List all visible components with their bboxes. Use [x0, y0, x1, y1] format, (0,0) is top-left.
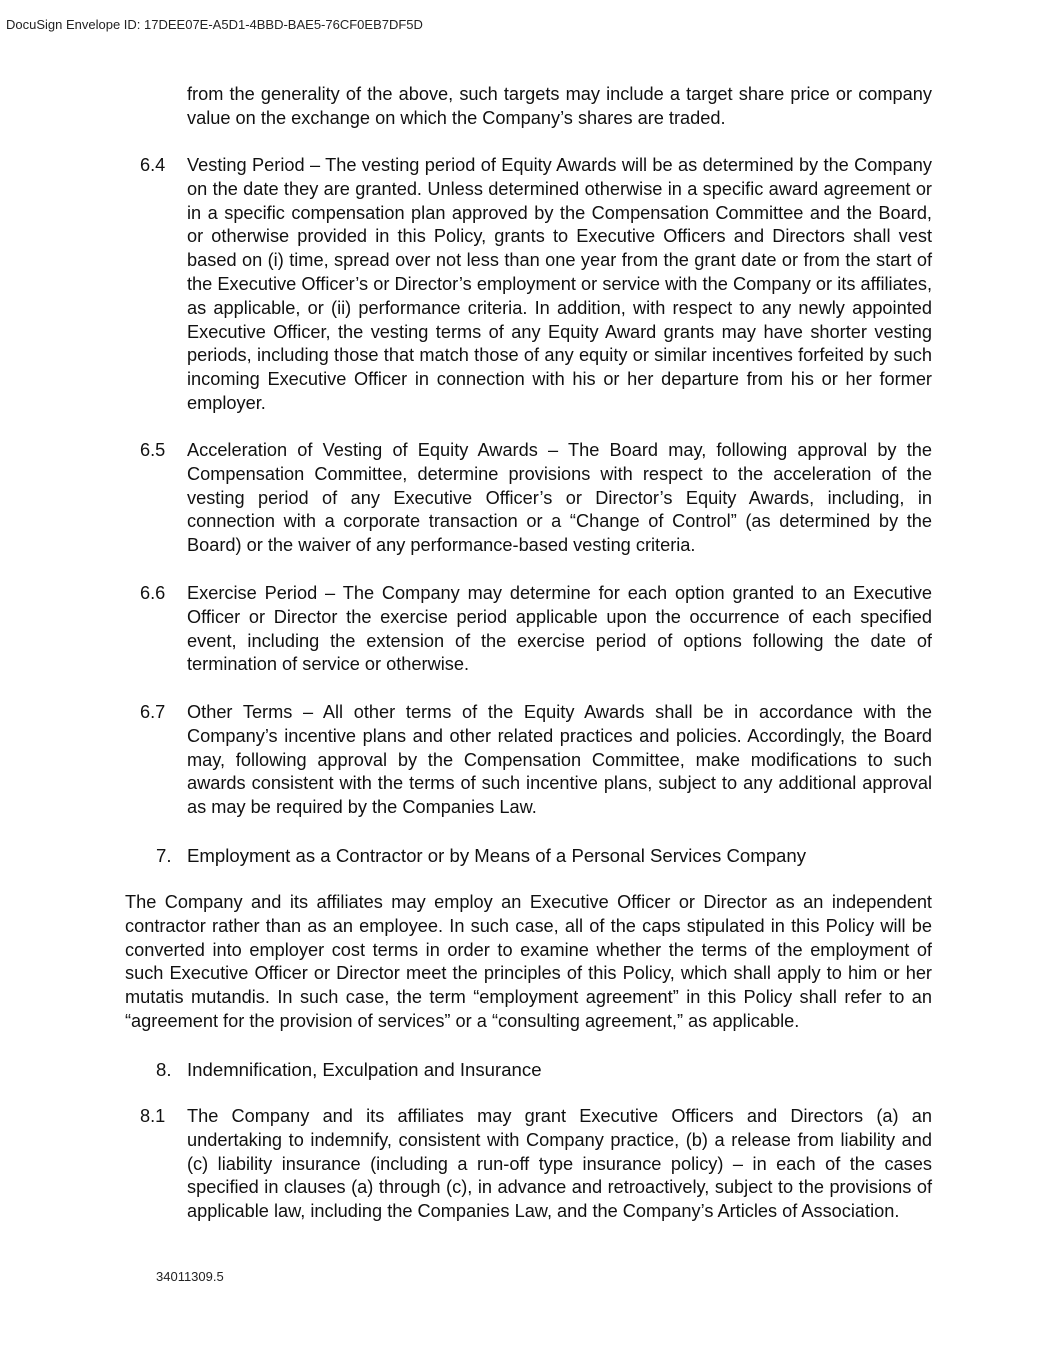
heading-number-7: 7. — [156, 845, 172, 866]
section-number-6-5: 6.5 — [140, 440, 166, 460]
continuation-paragraph: from the generality of the above, such targets may include a target share price or company value on the exchange on which the Company’s shares are traded. — [187, 84, 932, 128]
section-text-6-5: Acceleration of Vesting of Equity Awards – The Board may, following approval by the Compensation Committee, determine provisions with respect to the acceleration of the vesting period of any Executive Officer’s or Director’s Equity Awards, including, in connection with a corporate transaction or a “Change of Control” (as determined by the Board) or the waiver of any performance-based vesting criteria. — [187, 440, 932, 556]
heading-title-8: Indemnification, Exculpation and Insurance — [187, 1059, 542, 1080]
heading-number-8: 8. — [156, 1059, 172, 1080]
envelope-id: DocuSign Envelope ID: 17DEE07E-A5D1-4BBD-BAE5-76CF0EB7DF5D — [6, 17, 423, 32]
section-text-6-6: Exercise Period – The Company may determine for each option granted to an Executive Officer or Director the exercise period applicable upon the occurrence of each specified event, including the extension of the exercise period of options following the date of termination of service or otherwise. — [187, 583, 932, 675]
section-number-6-7: 6.7 — [140, 702, 166, 722]
heading-title-7: Employment as a Contractor or by Means of a Personal Services Company — [187, 845, 807, 866]
section-text-6-4: Vesting Period – The vesting period of Equity Awards will be as determined by the Company on the date they are granted. Unless determined otherwise in a specific award agreement or in a specific compensation plan approved by the Compensation Committee and the Board, or otherwise provided in this Policy, grants to Executive Officers and Directors shall vest based on (i) time, spread over not less than one year from the grant date or from the start of the Executive Officer’s or Director’s employment or service with the Company or its affiliates, as applicable, or (ii) performance criteria. In addition, with respect to any newly appointed Executive Officer, the vesting terms of any Equity Award grants may have shorter vesting periods, including those that match those of any equity or similar incentives forfeited by such incoming Executive Officer in connection with his or her departure from his or her former employer. — [187, 155, 932, 413]
section-text-6-7: Other Terms – All other terms of the Equity Awards shall be in accordance with the Company’s incentive plans and other related practices and policies. Accordingly, the Board may, following approval by the Compensation Committee, make modifications to such awards consistent with the terms of such incentive plans, subject to any additional approval as may be required by the Companies Law. — [187, 702, 932, 818]
section-number-8-1: 8.1 — [140, 1106, 166, 1126]
document-footer-id: 34011309.5 — [156, 1269, 224, 1284]
section-number-6-6: 6.6 — [140, 583, 166, 603]
section-text-8-1: The Company and its affiliates may grant Executive Officers and Directors (a) an undertaking to indemnify, consistent with Company practice, (b) a release from liability and (c) liability insurance (including a run-off type insurance policy) – in each of the cases specified in clauses (a) through (c), in advance and retroactively, subject to the provisions of applicable law, including the Companies Law, and the Company’s Articles of Association. — [187, 1106, 932, 1222]
section-7-body: The Company and its affiliates may employ an Executive Officer or Director as an independent contractor rather than as an employee. In such case, all of the caps stipulated in this Policy will be converted into employer cost terms in order to examine whether the terms of the employment of such Executive Officer or Director meet the principles of this Policy, which shall apply to him or her mutatis mutandis. In such case, the term “employment agreement” in this Policy shall refer to an “agreement for the provision of services” or a “consulting agreement,” as applicable. — [125, 892, 932, 1031]
section-number-6-4: 6.4 — [140, 155, 166, 175]
